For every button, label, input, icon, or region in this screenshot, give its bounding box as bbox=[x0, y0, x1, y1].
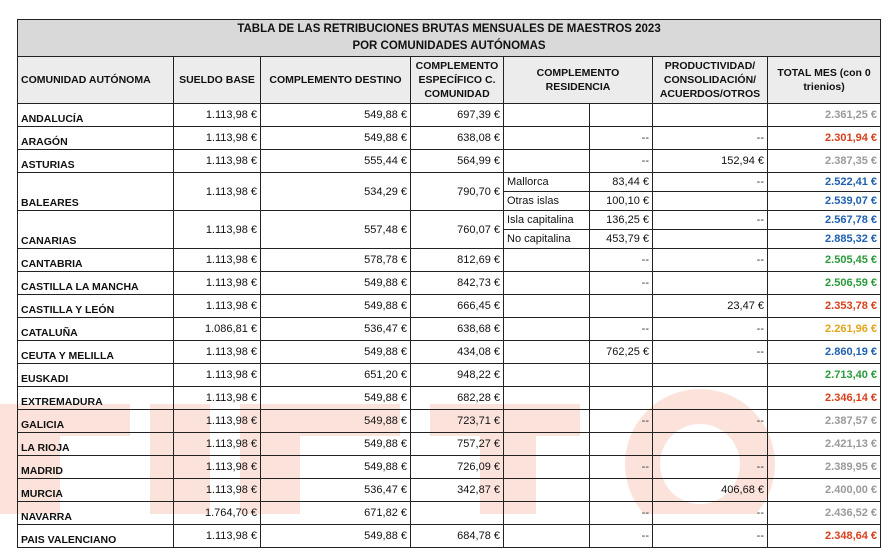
cell-especifico: 666,45 € bbox=[411, 295, 504, 318]
title-line-2: POR COMUNIDADES AUTÓNOMAS bbox=[352, 40, 546, 52]
cell-residencia-value: -- bbox=[590, 410, 653, 433]
table-row bbox=[18, 502, 881, 525]
cell-destino: 549,88 € bbox=[261, 341, 411, 364]
cell-sueldo: 1.113,98 € bbox=[174, 456, 261, 479]
header-especifico: COMPLEMENTO ESPECÍFICO C. COMUNIDAD bbox=[411, 57, 504, 104]
cell-especifico: 564,99 € bbox=[411, 150, 504, 173]
header-productividad: PRODUCTIVIDAD/ CONSOLIDACIÓN/ ACUERDOS/OTROS bbox=[653, 57, 768, 104]
cell-destino: 549,88 € bbox=[261, 433, 411, 456]
cell-sueldo: 1.764,70 € bbox=[174, 502, 261, 525]
cell-residencia-label bbox=[504, 272, 590, 295]
cell-comunidad: PAIS VALENCIANO bbox=[18, 525, 174, 548]
cell-residencia-label bbox=[504, 295, 590, 318]
cell-sueldo: 1.086,81 € bbox=[174, 318, 261, 341]
cell-especifico bbox=[411, 502, 504, 525]
cell-total: 2.713,40 € bbox=[768, 364, 881, 387]
cell-productividad bbox=[653, 387, 768, 410]
cell-residencia-label bbox=[504, 525, 590, 548]
cell-productividad: 152,94 € bbox=[653, 150, 768, 173]
cell-especifico: 842,73 € bbox=[411, 272, 504, 295]
cell-comunidad: NAVARRA bbox=[18, 502, 174, 525]
cell-productividad bbox=[653, 104, 768, 127]
table-title bbox=[18, 20, 881, 57]
cell-comunidad: GALICIA bbox=[18, 410, 174, 433]
cell-comunidad: CANTABRIA bbox=[18, 249, 174, 272]
cell-comunidad: BALEARES bbox=[18, 173, 174, 211]
cell-destino: 557,48 € bbox=[261, 211, 411, 249]
cell-especifico: 342,87 € bbox=[411, 479, 504, 502]
cell-residencia-value bbox=[590, 387, 653, 410]
cell-especifico: 757,27 € bbox=[411, 433, 504, 456]
header-destino: COMPLEMENTO DESTINO bbox=[261, 57, 411, 104]
cell-especifico: 723,71 € bbox=[411, 410, 504, 433]
cell-sueldo: 1.113,98 € bbox=[174, 341, 261, 364]
table-row bbox=[18, 173, 881, 192]
cell-residencia-label bbox=[504, 341, 590, 364]
cell-destino: 549,88 € bbox=[261, 456, 411, 479]
header-sueldo: SUELDO BASE bbox=[174, 57, 261, 104]
header-comunidad: COMUNIDAD AUTÓNOMA bbox=[18, 57, 174, 104]
cell-comunidad: CEUTA Y MELILLA bbox=[18, 341, 174, 364]
table-row bbox=[18, 127, 881, 150]
cell-residencia-value bbox=[590, 433, 653, 456]
cell-productividad: -- bbox=[653, 502, 768, 525]
cell-residencia-value: 83,44 € bbox=[590, 173, 653, 192]
cell-residencia-label bbox=[504, 387, 590, 410]
cell-sueldo: 1.113,98 € bbox=[174, 173, 261, 211]
table-body bbox=[18, 104, 881, 548]
cell-total: 2.506,59 € bbox=[768, 272, 881, 295]
cell-residencia-label bbox=[504, 150, 590, 173]
cell-productividad: -- bbox=[653, 211, 768, 230]
cell-destino: 549,88 € bbox=[261, 387, 411, 410]
cell-destino: 549,88 € bbox=[261, 127, 411, 150]
cell-sueldo: 1.113,98 € bbox=[174, 127, 261, 150]
cell-especifico: 638,68 € bbox=[411, 318, 504, 341]
cell-residencia-value bbox=[590, 364, 653, 387]
cell-residencia-value: -- bbox=[590, 127, 653, 150]
cell-comunidad: LA RIOJA bbox=[18, 433, 174, 456]
cell-destino: 536,47 € bbox=[261, 479, 411, 502]
cell-comunidad: ASTURIAS bbox=[18, 150, 174, 173]
cell-sueldo: 1.113,98 € bbox=[174, 104, 261, 127]
table-row bbox=[18, 272, 881, 295]
cell-residencia-label: No capitalina bbox=[504, 230, 590, 249]
table-row bbox=[18, 341, 881, 364]
cell-productividad: -- bbox=[653, 456, 768, 479]
table-row bbox=[18, 433, 881, 456]
cell-sueldo: 1.113,98 € bbox=[174, 272, 261, 295]
cell-total: 2.860,19 € bbox=[768, 341, 881, 364]
cell-residencia-value: -- bbox=[590, 249, 653, 272]
cell-destino: 549,88 € bbox=[261, 295, 411, 318]
table-row bbox=[18, 104, 881, 127]
cell-total: 2.348,64 € bbox=[768, 525, 881, 548]
table-row bbox=[18, 295, 881, 318]
cell-especifico: 760,07 € bbox=[411, 211, 504, 249]
cell-residencia-label bbox=[504, 502, 590, 525]
cell-residencia-label bbox=[504, 249, 590, 272]
cell-residencia-label: Otras islas bbox=[504, 192, 590, 211]
cell-total: 2.389,95 € bbox=[768, 456, 881, 479]
cell-productividad bbox=[653, 192, 768, 211]
cell-especifico: 812,69 € bbox=[411, 249, 504, 272]
cell-comunidad: CANARIAS bbox=[18, 211, 174, 249]
title-line-1: TABLA DE LAS RETRIBUCIONES BRUTAS MENSUALES DE MAESTROS 2023 bbox=[237, 23, 661, 35]
cell-comunidad: EXTREMADURA bbox=[18, 387, 174, 410]
cell-residencia-label bbox=[504, 318, 590, 341]
cell-residencia-label bbox=[504, 433, 590, 456]
cell-residencia-value: -- bbox=[590, 150, 653, 173]
table-row bbox=[18, 211, 881, 230]
cell-comunidad: MURCIA bbox=[18, 479, 174, 502]
cell-total: 2.361,25 € bbox=[768, 104, 881, 127]
cell-sueldo: 1.113,98 € bbox=[174, 479, 261, 502]
cell-sueldo: 1.113,98 € bbox=[174, 364, 261, 387]
cell-total: 2.400,00 € bbox=[768, 479, 881, 502]
cell-destino: 549,88 € bbox=[261, 410, 411, 433]
header-total: TOTAL MES (con 0 trienios) bbox=[768, 57, 881, 104]
table-row bbox=[18, 150, 881, 173]
cell-residencia-value: -- bbox=[590, 502, 653, 525]
cell-total: 2.387,35 € bbox=[768, 150, 881, 173]
cell-sueldo: 1.113,98 € bbox=[174, 525, 261, 548]
cell-comunidad: MADRID bbox=[18, 456, 174, 479]
cell-residencia-value: 453,79 € bbox=[590, 230, 653, 249]
cell-productividad: 406,68 € bbox=[653, 479, 768, 502]
cell-total: 2.421,13 € bbox=[768, 433, 881, 456]
table-row bbox=[18, 249, 881, 272]
cell-especifico: 726,09 € bbox=[411, 456, 504, 479]
cell-residencia-label bbox=[504, 127, 590, 150]
cell-residencia-label: Isla capitalina bbox=[504, 211, 590, 230]
cell-productividad: -- bbox=[653, 173, 768, 192]
cell-productividad: -- bbox=[653, 341, 768, 364]
cell-destino: 549,88 € bbox=[261, 272, 411, 295]
cell-destino: 549,88 € bbox=[261, 525, 411, 548]
cell-comunidad: ANDALUCÍA bbox=[18, 104, 174, 127]
cell-productividad: 23,47 € bbox=[653, 295, 768, 318]
cell-residencia-value bbox=[590, 104, 653, 127]
cell-comunidad: ARAGÓN bbox=[18, 127, 174, 150]
salary-table bbox=[17, 19, 881, 548]
cell-sueldo: 1.113,98 € bbox=[174, 249, 261, 272]
cell-residencia-label bbox=[504, 456, 590, 479]
cell-sueldo: 1.113,98 € bbox=[174, 150, 261, 173]
cell-productividad: -- bbox=[653, 127, 768, 150]
cell-productividad: -- bbox=[653, 525, 768, 548]
cell-especifico: 790,70 € bbox=[411, 173, 504, 211]
table-row bbox=[18, 479, 881, 502]
cell-especifico: 948,22 € bbox=[411, 364, 504, 387]
cell-residencia-label bbox=[504, 104, 590, 127]
cell-total: 2.885,32 € bbox=[768, 230, 881, 249]
cell-comunidad: CASTILLA Y LEÓN bbox=[18, 295, 174, 318]
cell-productividad bbox=[653, 364, 768, 387]
table-row bbox=[18, 364, 881, 387]
cell-total: 2.301,94 € bbox=[768, 127, 881, 150]
cell-comunidad: EUSKADI bbox=[18, 364, 174, 387]
cell-productividad: -- bbox=[653, 249, 768, 272]
cell-sueldo: 1.113,98 € bbox=[174, 433, 261, 456]
cell-residencia-value: -- bbox=[590, 318, 653, 341]
table-row bbox=[18, 525, 881, 548]
cell-productividad bbox=[653, 433, 768, 456]
cell-sueldo: 1.113,98 € bbox=[174, 211, 261, 249]
cell-destino: 651,20 € bbox=[261, 364, 411, 387]
cell-productividad: -- bbox=[653, 318, 768, 341]
cell-destino: 549,88 € bbox=[261, 104, 411, 127]
cell-destino: 578,78 € bbox=[261, 249, 411, 272]
cell-total: 2.261,96 € bbox=[768, 318, 881, 341]
cell-total: 2.505,45 € bbox=[768, 249, 881, 272]
cell-destino: 534,29 € bbox=[261, 173, 411, 211]
cell-sueldo: 1.113,98 € bbox=[174, 295, 261, 318]
cell-destino: 555,44 € bbox=[261, 150, 411, 173]
cell-comunidad: CATALUÑA bbox=[18, 318, 174, 341]
cell-residencia-label bbox=[504, 364, 590, 387]
cell-total: 2.567,78 € bbox=[768, 211, 881, 230]
cell-sueldo: 1.113,98 € bbox=[174, 410, 261, 433]
cell-residencia-label: Mallorca bbox=[504, 173, 590, 192]
cell-residencia-value: 762,25 € bbox=[590, 341, 653, 364]
cell-total: 2.387,57 € bbox=[768, 410, 881, 433]
cell-sueldo: 1.113,98 € bbox=[174, 387, 261, 410]
cell-comunidad: CASTILLA LA MANCHA bbox=[18, 272, 174, 295]
cell-especifico: 697,39 € bbox=[411, 104, 504, 127]
cell-especifico: 434,08 € bbox=[411, 341, 504, 364]
cell-destino: 536,47 € bbox=[261, 318, 411, 341]
cell-total: 2.539,07 € bbox=[768, 192, 881, 211]
cell-productividad bbox=[653, 272, 768, 295]
cell-especifico: 638,08 € bbox=[411, 127, 504, 150]
cell-total: 2.353,78 € bbox=[768, 295, 881, 318]
table-row bbox=[18, 410, 881, 433]
table-row bbox=[18, 387, 881, 410]
cell-total: 2.346,14 € bbox=[768, 387, 881, 410]
cell-especifico: 682,28 € bbox=[411, 387, 504, 410]
table-row bbox=[18, 318, 881, 341]
cell-residencia-label bbox=[504, 479, 590, 502]
cell-residencia-value bbox=[590, 479, 653, 502]
cell-total: 2.436,52 € bbox=[768, 502, 881, 525]
header-residencia: COMPLEMENTO RESIDENCIA bbox=[504, 57, 653, 104]
cell-productividad: -- bbox=[653, 410, 768, 433]
cell-residencia-value: -- bbox=[590, 272, 653, 295]
cell-residencia-value: -- bbox=[590, 456, 653, 479]
cell-destino: 671,82 € bbox=[261, 502, 411, 525]
cell-residencia-value: 100,10 € bbox=[590, 192, 653, 211]
cell-residencia-value: -- bbox=[590, 525, 653, 548]
cell-total: 2.522,41 € bbox=[768, 173, 881, 192]
cell-productividad bbox=[653, 230, 768, 249]
cell-residencia-value bbox=[590, 295, 653, 318]
cell-residencia-value: 136,25 € bbox=[590, 211, 653, 230]
cell-residencia-label bbox=[504, 410, 590, 433]
cell-especifico: 684,78 € bbox=[411, 525, 504, 548]
table-row bbox=[18, 456, 881, 479]
